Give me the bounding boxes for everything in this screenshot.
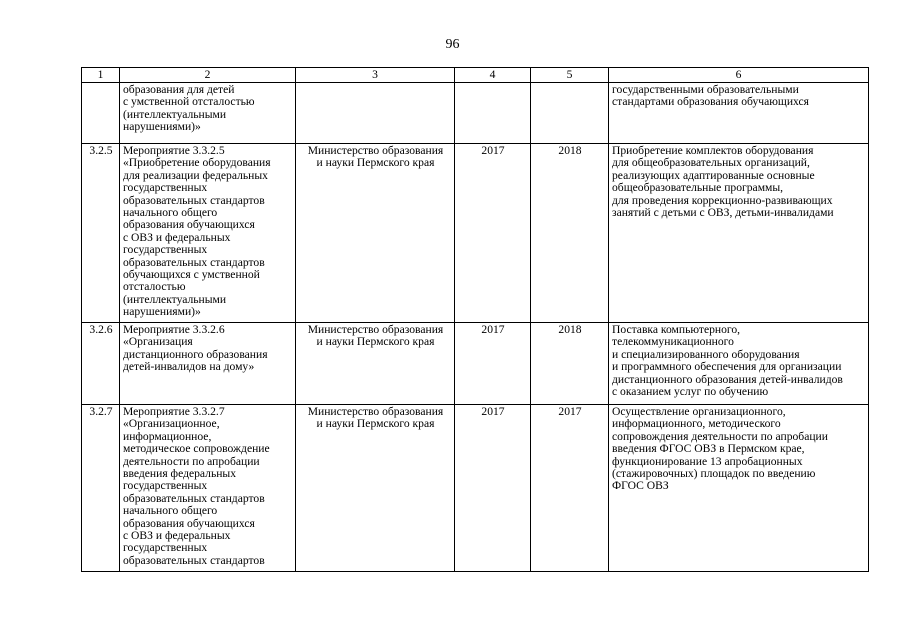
cell-start-year: 2017 [455,144,531,323]
cell-result: Приобретение комплектов оборудования для общеобразовательных организаций, реализующих адаптированные основные общеобразовательные программы, для проведения коррекционно-развивающих занятий с детьми с ОВЗ, детьми-инвалидами [609,144,869,323]
cell-number: 3.2.6 [82,323,120,405]
cell-measure-name: Мероприятие 3.3.2.7 «Организационное, информационное, методическое сопровождение деятельности по апробации введения федеральных государственных образовательных стандартов начального общего образования обучающихся с ОВЗ и федеральных государственных образовательных стандартов [120,405,296,572]
column-header: 5 [531,68,609,83]
cell-executor: Министерство образования и науки Пермского края [296,144,455,323]
column-header: 2 [120,68,296,83]
table-row-continued [82,83,869,144]
column-header: 1 [82,68,120,83]
cell-executor [296,83,455,144]
cell-start-year [455,83,531,144]
cell-result: государственными образовательными стандартами образования обучающихся [609,83,869,144]
table-row [82,144,869,323]
cell-number [82,83,120,144]
measures-table [81,67,869,572]
cell-result: Осуществление организационного, информационного, методического сопровождения деятельности по апробации введения ФГОС ОВЗ в Пермском крае, функционирование 13 апробационных (стажировочных) площадок по введению ФГОС ОВЗ [609,405,869,572]
cell-start-year: 2017 [455,405,531,572]
cell-result: Поставка компьютерного, телекоммуникационного и специализированного оборудования и программного обеспечения для организации дистанционного образования детей-инвалидов с оказанием услуг по обучению [609,323,869,405]
column-header: 4 [455,68,531,83]
column-header: 3 [296,68,455,83]
table-header-row [82,68,869,83]
cell-number: 3.2.7 [82,405,120,572]
cell-end-year [531,83,609,144]
cell-number: 3.2.5 [82,144,120,323]
cell-executor: Министерство образования и науки Пермского края [296,405,455,572]
cell-measure-name: образования для детей с умственной отсталостью (интеллектуальными нарушениями)» [120,83,296,144]
cell-end-year: 2018 [531,144,609,323]
table-row [82,405,869,572]
cell-measure-name: Мероприятие 3.3.2.5 «Приобретение оборудования для реализации федеральных государственных образовательных стандартов начального общего образования обучающихся с ОВЗ и федеральных государственных образовательных стандартов обучающихся с умственной отсталостью (интеллектуальными нарушениями)» [120,144,296,323]
page-number: 96 [445,37,460,52]
column-header: 6 [609,68,869,83]
cell-measure-name: Мероприятие 3.3.2.6 «Организация дистанционного образования детей-инвалидов на дому» [120,323,296,405]
cell-end-year: 2017 [531,405,609,572]
cell-start-year: 2017 [455,323,531,405]
cell-end-year: 2018 [531,323,609,405]
cell-executor: Министерство образования и науки Пермского края [296,323,455,405]
table-row [82,323,869,405]
